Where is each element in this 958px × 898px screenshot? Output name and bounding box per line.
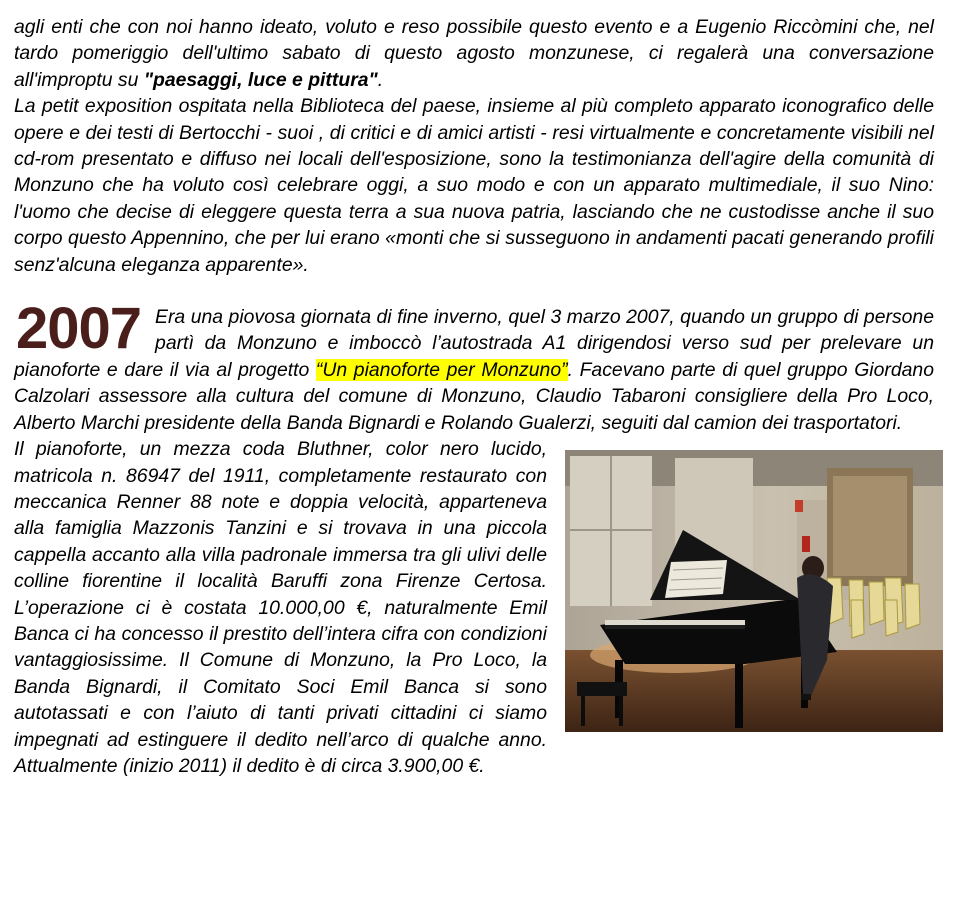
- section-text-2: . Facevano parte di quel gruppo Giordano Calzolari assessore alla cultura del comune di Monzuno, Claudio Tabaroni consigliere della Pro Loco, Alberto Marchi presidente della Banda Bignardi e Rolando Gualerzi, seguiti dal camion dei trasportatori.: [14, 358, 934, 434]
- intro-text: agli enti che con noi hanno ideato, voluto e reso possibile questo evento e a Eugenio Riccòmini che, nel tardo pomeriggio dell'ultimo sabato di questo agosto monzunese, ci regalerà una conversazione all'improptu su: [14, 16, 934, 91]
- paragraph-gap: [14, 278, 934, 304]
- year-heading: 2007: [16, 296, 142, 362]
- section-paragraph-1: [14, 296, 934, 436]
- intro-end: .: [377, 68, 384, 91]
- section-text-1: Era una piovosa giornata di fine inverno, quel 3 marzo 2007, quando un gruppo di persone partì da Monzuno e imboccò l’autostrada A1 dirigendosi verso sud per prelevare un pianoforte e dare il via al progetto: [14, 306, 934, 381]
- section-paragraph-2: Il pianoforte, un mezza coda Bluthner, color nero lucido, matricola n. 86947 del 1911, completamente restaurato con meccanica Renner 88 note e doppia velocità, apparteneva alla famiglia Mazzonis Tanzini e si trovava in una piccola cappella accanto alla villa padronale immersa tra gli ulivi delle colline fiorentine il località Baruffi zona Firenze Certosa. L’operazione ci è costata 10.000,00 €, naturalmente Emil Banca ci ha concesso il prestito dell’intera cifra con condizioni vantaggiosissime. Il Comune di Monzuno, la Pro Loco, la Banda Bignardi, il Comitato Soci Emil Banca si sono autotassati e con l’aiuto di tanti privati cittadini ci siamo impegnati ad estinguere il dedito nell’arco di qualche anno. Attualmente (inizio 2011) il dedito è di circa 3.900,00 €.: [14, 438, 547, 777]
- intro-paragraph: [14, 14, 934, 93]
- talk-title: "paesaggi, luce e pittura": [143, 68, 378, 91]
- exhibition-paragraph: La petit exposition ospitata nella Biblioteca del paese, insieme al più completo apparato iconografico delle opere e dei testi di Bertocchi - suoi , di critici e di amici artisti - resi virtualmente e concretamente visibili nel cd-rom presentato e diffuso nei locali dell'esposizione, sono la testimonianza dell'agire della comunità di Monzuno che ha voluto così celebrare oggi, a suo modo e con un apparato multimediale, il suo Nino: l'uomo che decise di eleggere questa terra a sua nuova patria, lasciando che ne custodisse anche il suo corpo questo Appennino, che per lui erano «monti che si susseguono in andamenti pacati generando profili senz'alcuna eleganza apparente».: [14, 95, 934, 276]
- piano-photo: [565, 450, 943, 732]
- document-page: [14, 14, 934, 779]
- section-2007: [14, 296, 934, 779]
- project-name-highlight: “Un pianoforte per Monzuno”: [315, 358, 568, 381]
